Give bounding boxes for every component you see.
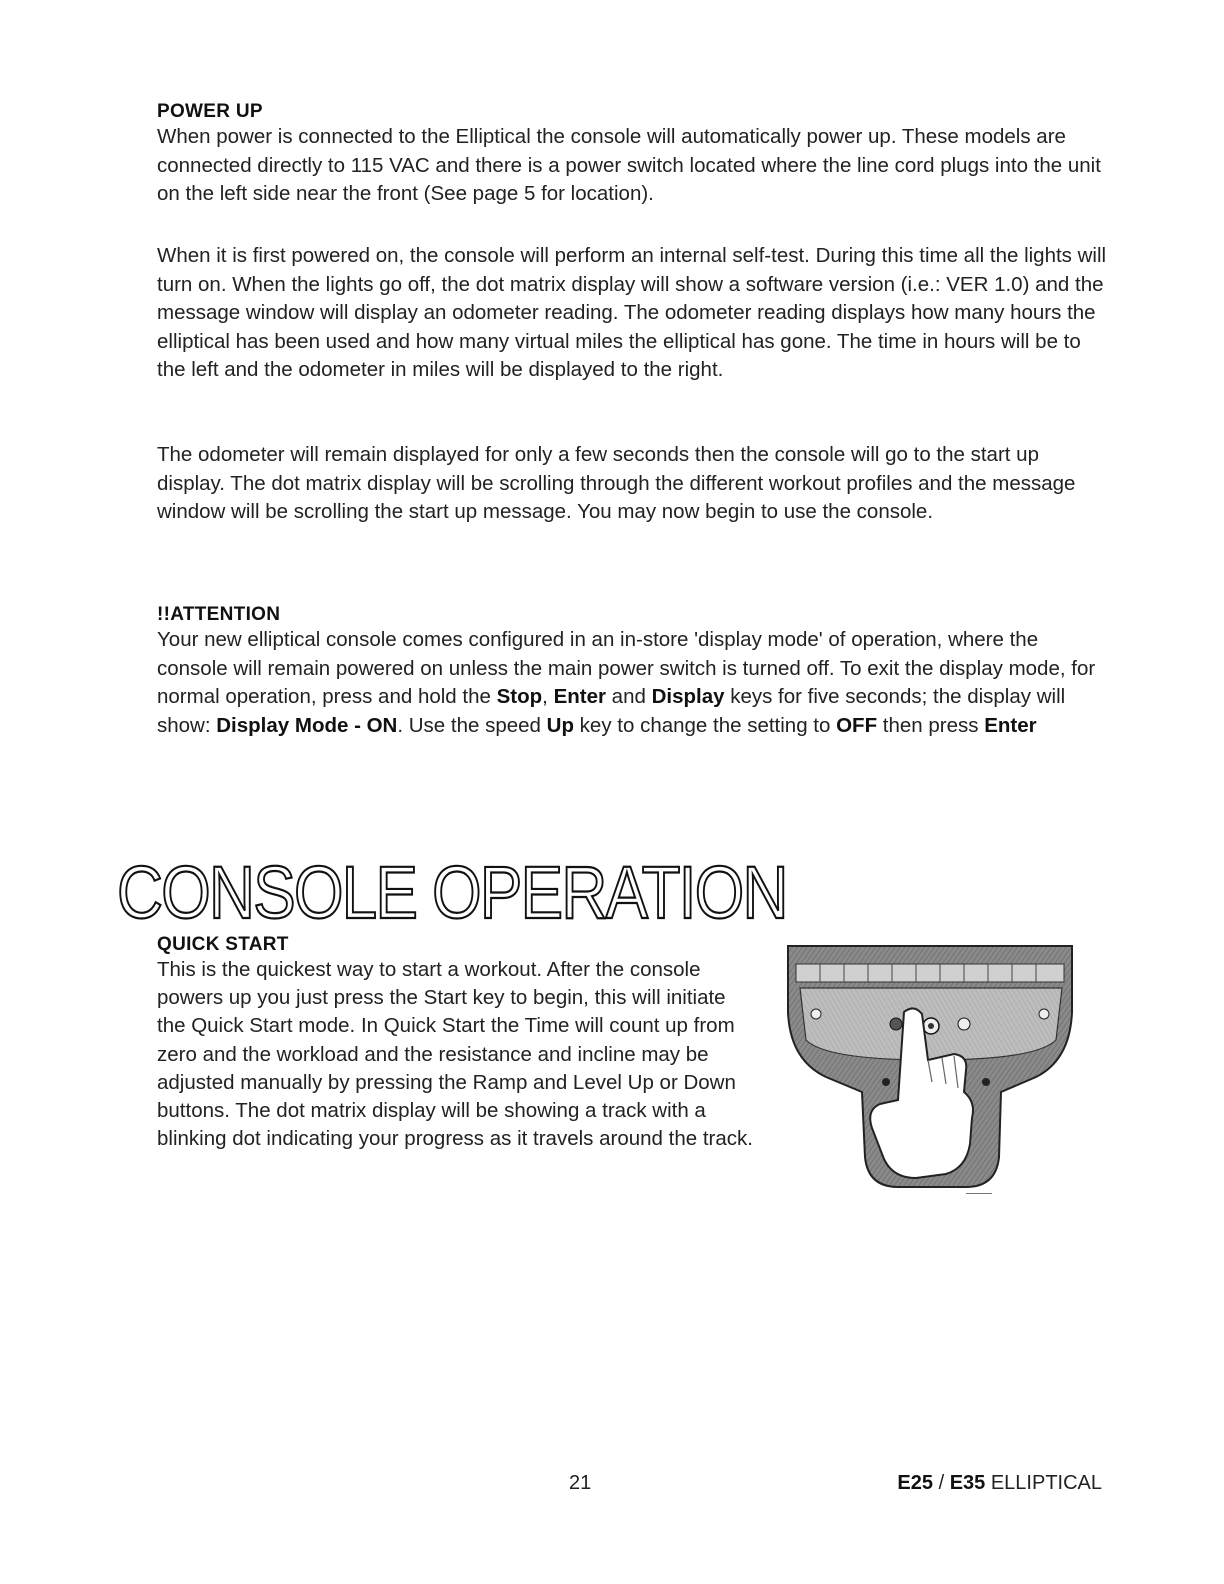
setting-off: OFF — [836, 713, 878, 737]
quick-start-heading: QUICK START — [157, 934, 289, 955]
power-up-para-1: When power is connected to the Elliptical the console will automatically power up. These models are connected directly to 115 VAC and there is a power switch located where the line cord plugs into the unit on the left side near the front (See page 5 for location). — [157, 125, 1101, 206]
power-up-section — [157, 101, 1107, 209]
console-key-strip — [796, 964, 1064, 982]
attention-section — [157, 604, 1107, 740]
attention-text: Your new elliptical console comes configured in an in-store 'display mode' of operation, where the console will remain powered on unless the main power switch is turned off. To exit the display mode, for normal operation, press and hold the Stop, Enter and Display keys for five seconds; the display will show: Display Mode - ON. Use the speed Up key to change the setting to OFF then press Enter — [157, 628, 1096, 737]
page-number: 21 — [569, 1472, 592, 1494]
power-up-para-3: The odometer will remain displayed for only a few seconds then the console will go to the start up display. The dot matrix display will be scrolling through the different workout profiles and the message window will be scrolling the start up message. You may now begin to use the console. — [157, 443, 1076, 524]
key-display: Display — [651, 685, 725, 709]
key-stop: Stop — [496, 685, 543, 709]
power-up-heading: POWER UP — [157, 101, 263, 122]
quick-start-section — [157, 934, 757, 1153]
power-up-para-2-block — [157, 242, 1107, 385]
key-enter-2: Enter — [984, 713, 1037, 737]
console-operation-title: CONSOLE OPERATION — [117, 851, 787, 934]
model-name: E25 / E35 ELLIPTICAL — [897, 1472, 1102, 1494]
power-up-para-3-block — [157, 441, 1107, 527]
power-up-para-2: When it is first powered on, the console will perform an internal self-test. During this time all the lights will turn on. When the lights go off, the dot matrix display will show a software version (i.e.: VER 1.0) and the message window will display an odometer reading. The odometer reading displays how many hours the elliptical has been used and how many virtual miles the elliptical has gone. The time in hours will be to the left and the odometer in miles will be displayed to the right. — [157, 244, 1107, 382]
console-hand-illustration — [786, 942, 1076, 1194]
key-up: Up — [546, 713, 574, 737]
key-enter: Enter — [553, 685, 606, 709]
quick-start-text: This is the quickest way to start a workout. After the console powers up you just press the Start key to begin, this will initiate the Quick Start mode. In Quick Start the Time will count up from zero and the workload and the resistance and incline may be adjusted manually by pressing the Ramp and Level Up or Down buttons. The dot matrix display will be showing a track with a blinking dot indicating your progress as it travels around the track. — [157, 958, 753, 1151]
display-mode-on: Display Mode - ON — [216, 713, 398, 737]
attention-heading: !!ATTENTION — [157, 604, 281, 625]
